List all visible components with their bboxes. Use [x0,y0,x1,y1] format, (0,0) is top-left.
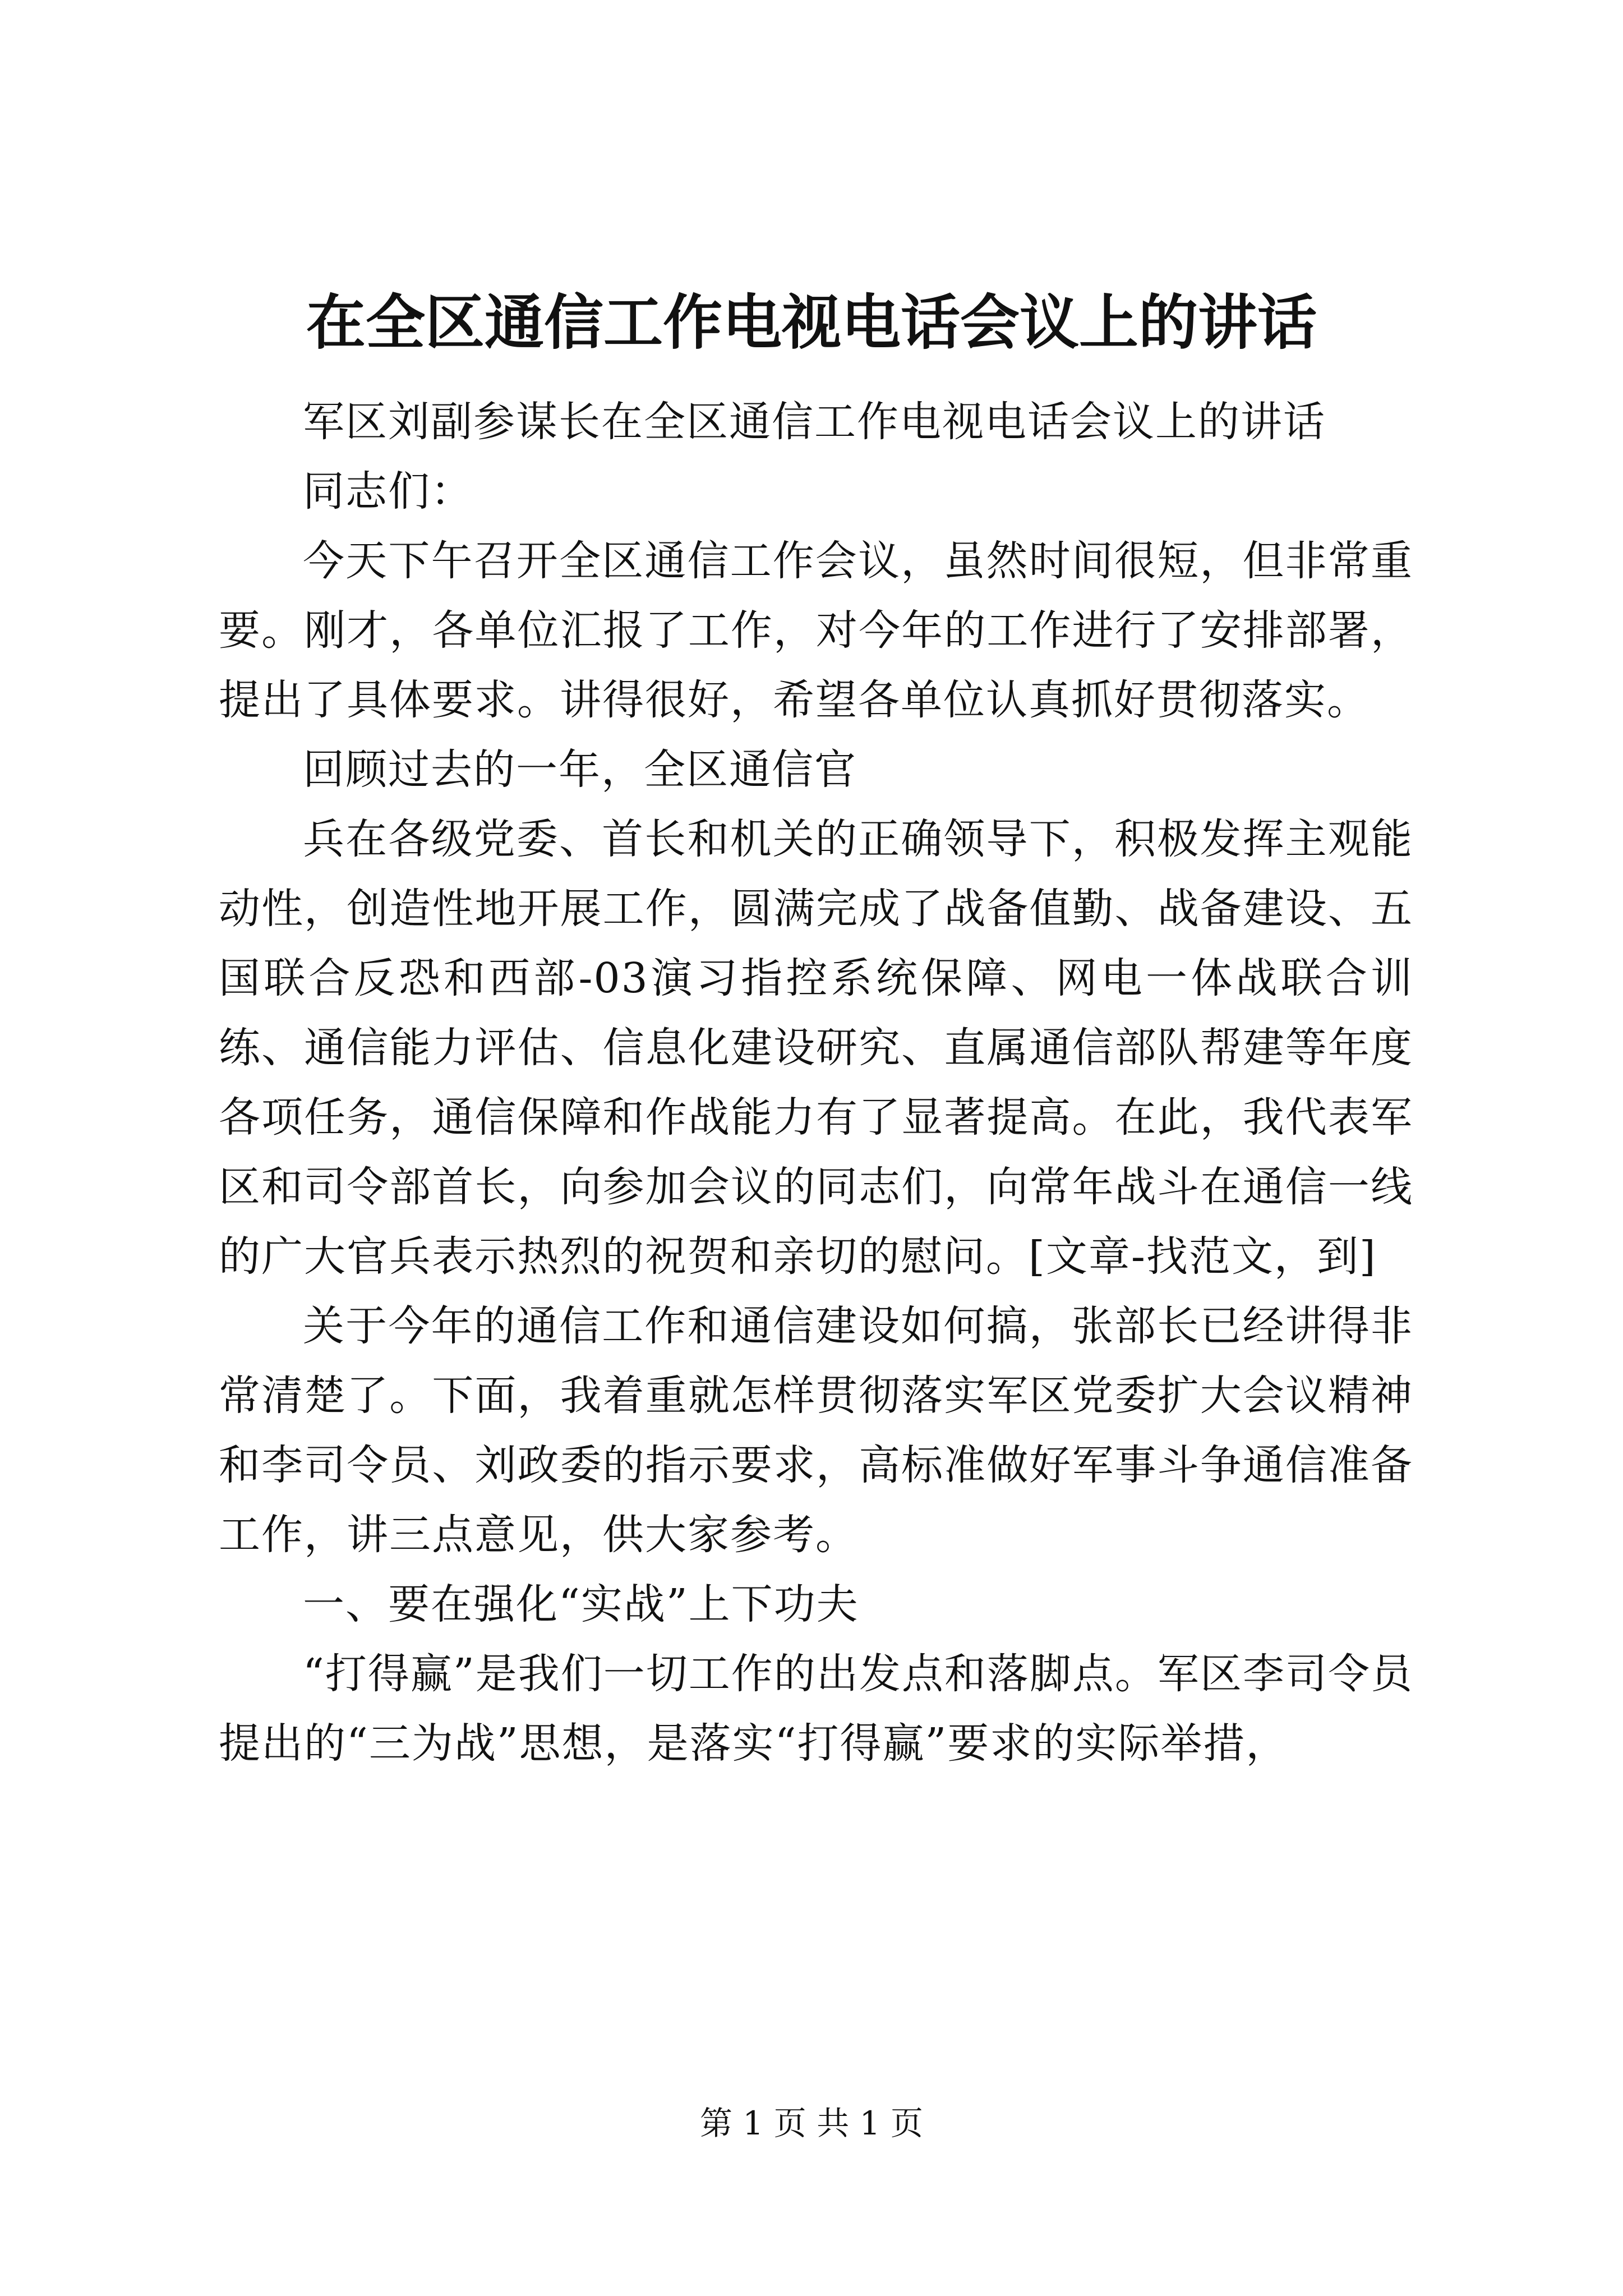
paragraph: 关于今年的通信工作和通信建设如何搞，张部长已经讲得非常清楚了。下面，我着重就怎样贯彻落实军区党委扩大会议精神和李司令员、刘政委的指示要求，高标准做好军事斗争通信准备工作，讲三点意见，供大家参考。 [219,1302,1413,1559]
paragraph: 回顾过去的一年，全区通信官 [303,746,857,794]
paragraph: “打得赢”是我们一切工作的出发点和落脚点。军区李司令员提出的“三为战”思想，是落实“打得赢”要求的实际举措， [219,1650,1413,1768]
section-heading: 一、要在强化“实战”上下功夫 [303,1580,859,1628]
document-title: 在全区通信工作电视电话会议上的讲话 [306,287,1317,357]
paragraph: 兵在各级党委、首长和机关的正确领导下，积极发挥主观能动性，创造性地开展工作，圆满完成了战备值勤、战备建设、五国联合反恐和西部-03演习指控系统保障、网电一体战联合训练、通信能力评估、信息化建设研究、直属通信部队帮建等年度各项任务，通信保障和作战能力有了显著提高。在此，我代表军区和司令部首长，向参加会议的同志们，向常年战斗在通信一线的广大官兵表示热烈的祝贺和亲切的慰问。[文章-找范文，到] [219,815,1413,1281]
paragraph: 军区刘副参谋长在全区通信工作电视电话会议上的讲话 [303,398,1326,446]
paragraph: 今天下午召开全区通信工作会议，虽然时间很短，但非常重要。刚才，各单位汇报了工作，对今年的工作进行了安排部署，提出了具体要求。讲得很好，希望各单位认真抓好贯彻落实。 [219,537,1413,724]
page-footer: 第 1 页 共 1 页 [700,2104,923,2142]
paragraph: 同志们： [303,467,473,516]
document-body [219,387,1413,1778]
